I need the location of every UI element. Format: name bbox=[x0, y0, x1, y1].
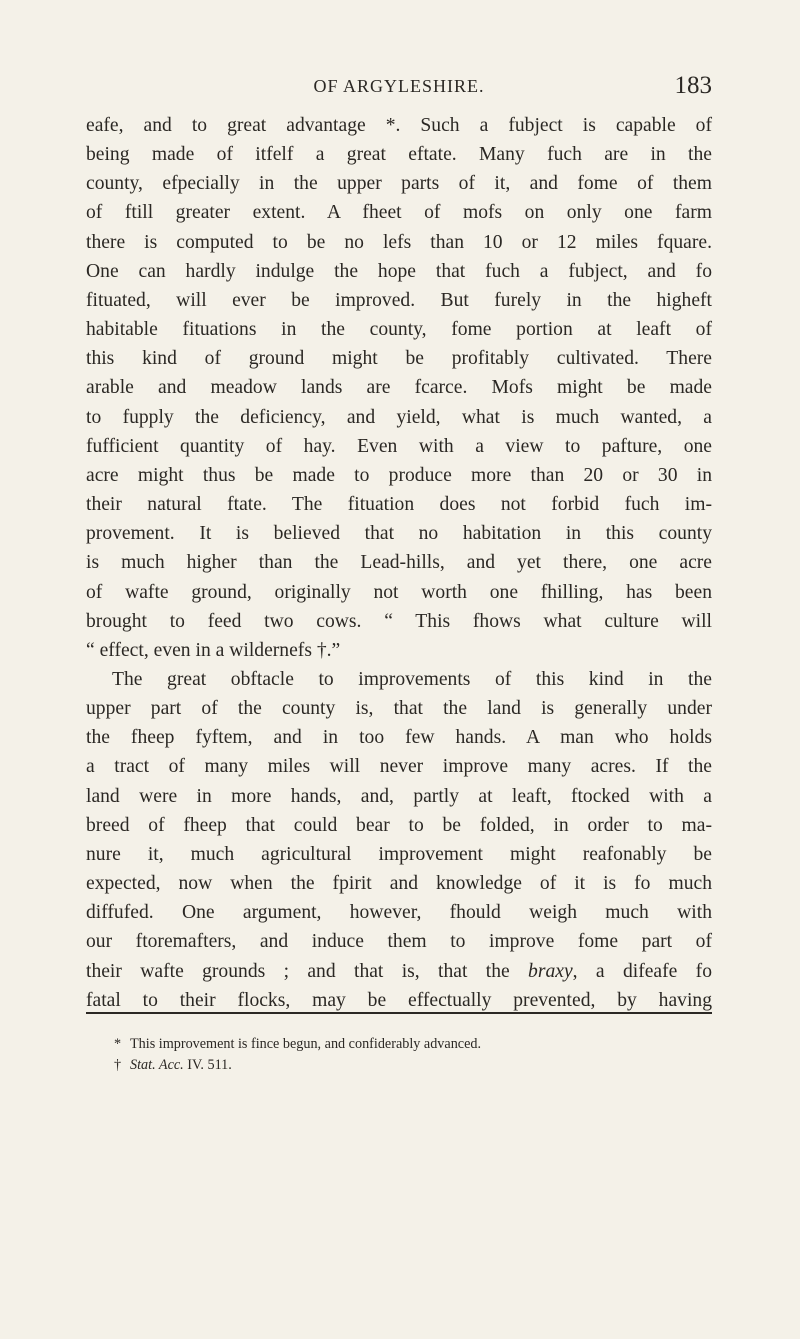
footnote-rule bbox=[86, 1012, 712, 1014]
text-line: diffufed. One argument, however, fhould weigh much with bbox=[86, 902, 712, 924]
text-line: is much higher than the Lead-hills, and yet there, one acre bbox=[86, 552, 712, 574]
footnote-text: This improvement is fince begun, and confiderably advanced. bbox=[130, 1036, 482, 1052]
footnote-reference: IV. 511. bbox=[183, 1057, 232, 1073]
text-line: habitable fituations in the county, fome portion at leaft of bbox=[86, 319, 712, 341]
text-line: this kind of ground might be profitably cultivated. There bbox=[86, 348, 712, 370]
footnote-mark: † bbox=[114, 1057, 122, 1073]
body-text bbox=[86, 111, 712, 1015]
text-segment: , a difeafe fo bbox=[572, 960, 712, 982]
paragraph-1 bbox=[86, 111, 712, 665]
page-number: 183 bbox=[674, 72, 712, 99]
italic-term: braxy bbox=[528, 960, 573, 982]
text-segment: their wafte grounds ; and that is, that the bbox=[86, 960, 510, 982]
paragraph-2 bbox=[86, 665, 712, 1015]
text-line: eafe, and to great advantage *. Such a fubject is capable of bbox=[86, 115, 712, 136]
text-line-braxy bbox=[86, 957, 712, 986]
text-line: expected, now when the fpirit and knowledge of it is fo much bbox=[86, 873, 712, 895]
text-line: to fupply the deficiency, and yield, what is much wanted, a bbox=[86, 406, 712, 428]
footnote-mark: * bbox=[114, 1036, 122, 1052]
text-line: The great obftacle to improvements of this kind in the bbox=[112, 668, 712, 690]
text-line: being made of itfelf a great eftate. Many fuch are in the bbox=[86, 144, 712, 166]
text-line: fituated, will ever be improved. But furely in the higheft bbox=[86, 289, 712, 311]
text-line: One can hardly indulge the hope that fuch a fubject, and fo bbox=[86, 260, 712, 282]
text-line: of wafte ground, originally not worth one fhilling, has been bbox=[86, 581, 712, 603]
text-line: there is computed to be no lefs than 10 or 12 miles fquare. bbox=[86, 231, 712, 253]
text-line: land were in more hands, and, partly at leaft, ftocked with a bbox=[86, 785, 712, 807]
page-header bbox=[86, 72, 712, 110]
footnotes bbox=[86, 1034, 712, 1076]
text-line: county, efpecially in the upper parts of it, and fome of them bbox=[86, 173, 712, 195]
text-line: nure it, much agricultural improvement might reafonably be bbox=[86, 843, 712, 865]
footnote-2 bbox=[86, 1055, 712, 1076]
text-line: arable and meadow lands are fcarce. Mofs might be made bbox=[86, 377, 712, 399]
text-line: fufficient quantity of hay. Even with a view to pafture, one bbox=[86, 435, 712, 457]
text-line: the fheep fyftem, and in too few hands. A man who holds bbox=[86, 727, 712, 749]
text-line: our ftoremafters, and induce them to improve fome part of bbox=[86, 931, 712, 953]
text-line: provement. It is believed that no habitation in this county bbox=[86, 523, 712, 545]
text-line: brought to feed two cows. “ This fhows what culture will bbox=[86, 610, 712, 632]
text-line: acre might thus be made to produce more than 20 or 30 in bbox=[86, 464, 712, 486]
text-line: fatal to their flocks, may be effectually prevented, by having bbox=[86, 989, 712, 1011]
text-line: upper part of the county is, that the land is generally under bbox=[86, 698, 712, 720]
text-line: “ effect, even in a wildernefs †.” bbox=[86, 639, 341, 661]
text-line: their natural ftate. The fituation does not forbid fuch im- bbox=[86, 494, 712, 516]
text-line: breed of fheep that could bear to be folded, in order to ma- bbox=[86, 814, 712, 836]
text-line: a tract of many miles will never improve many acres. If the bbox=[86, 756, 712, 778]
footnote-1 bbox=[86, 1034, 712, 1055]
text-line: of ftill greater extent. A fheet of mofs on only one farm bbox=[86, 202, 712, 224]
footnote-source: Stat. Acc. bbox=[130, 1057, 184, 1073]
running-head: OF ARGYLESHIRE. bbox=[313, 76, 485, 96]
